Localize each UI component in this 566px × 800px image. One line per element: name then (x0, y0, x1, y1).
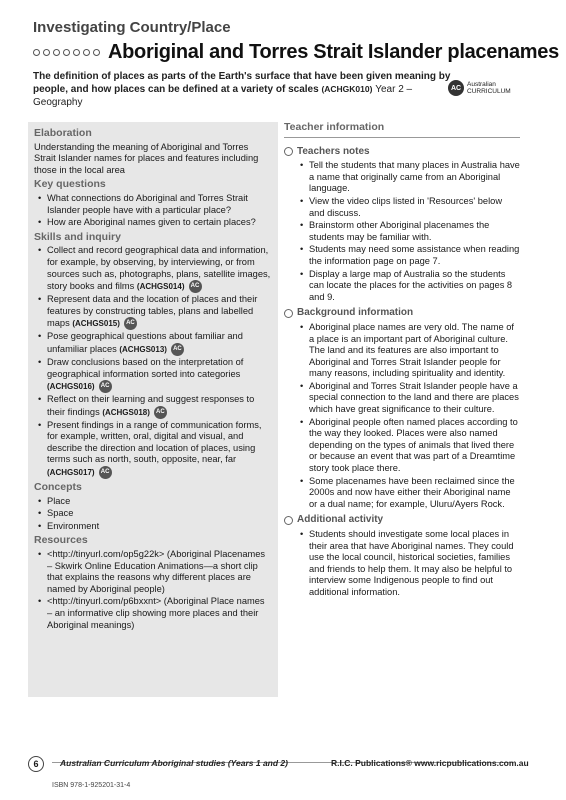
skill-code: (ACHGS017) (47, 468, 95, 478)
resource-link-item[interactable]: • <http://tinyurl.com/op5g22k> (Aboriginal Placenames – Skwirk Online Education Animations—a short clip that explains the reasons why different places are named by Aboriginal people) (34, 549, 272, 595)
list-item: • Aboriginal place names are very old. The name of a place is an important part of Aboriginal culture. The land and its features are also important to Aboriginal and Torres Strait Islander people for many reasons, including spirituality and identity. (296, 322, 520, 380)
section-label: Investigating Country/Place (33, 19, 231, 36)
concepts-heading: Concepts (34, 481, 82, 494)
resources-list (34, 549, 272, 631)
elaboration-heading: Elaboration (34, 127, 92, 139)
list-item: • Place (34, 496, 272, 508)
list-item: • Tell the students that many places in Australia have a name that originally came from an Aboriginal language. (296, 160, 520, 195)
australian-curriculum-logo (448, 80, 511, 96)
list-item: • Draw conclusions based on the interpretation of geographical information sorted into categories (ACHGS016) AC (34, 357, 272, 393)
list-item: • What connections do Aboriginal and Torres Strait Islander people have with a particular place? (34, 193, 272, 216)
page-number: 6 (28, 756, 44, 772)
additional-activity-list (296, 529, 520, 599)
list-item: • Space (34, 508, 272, 520)
skills-list (34, 245, 272, 479)
circle-icon (284, 147, 293, 156)
skill-code: (ACHGS013) (119, 344, 167, 354)
skill-code: (ACHGS014) (136, 282, 185, 292)
list-item: • Present findings in a range of communication forms, for example, written, oral, digital and visual, and describe the direction and location of places, using terms such as north, south, opposite, near, far (ACHGS017) AC (34, 420, 272, 479)
list-item: • Collect and record geographical data and information, for example, by observing, by interviewing, or from sources such as, photographs, plans, satellite images, story books and films (ACHGS014) AC (34, 245, 272, 293)
resources-heading: Resources (34, 534, 88, 547)
teacher-info-heading: Teacher information (284, 122, 520, 138)
ac-icon: AC (124, 317, 137, 330)
skill-code: (ACHGS018) (102, 407, 150, 417)
left-panel (28, 122, 278, 697)
elaboration-text: Understanding the meaning of Aboriginal and Torres Strait Islander names for places and features including those in the local area (34, 141, 259, 175)
decorative-dots (33, 49, 100, 56)
ac-icon: AC (171, 343, 184, 356)
additional-activity-heading: Additional activity (284, 514, 520, 526)
footer-title: Australian Curriculum Aboriginal studies (Years 1 and 2) (60, 758, 288, 768)
circle-icon (284, 309, 293, 318)
intro-year: Year 2 – Geography (33, 84, 413, 108)
background-heading: Background information (284, 307, 520, 319)
skill-code: (ACHGS015) (72, 319, 120, 329)
list-item: • How are Aboriginal names given to certain places? (34, 217, 272, 229)
ac-icon: AC (99, 380, 112, 393)
list-item: • View the video clips listed in 'Resources' below and discuss. (296, 196, 520, 219)
list-item: • Represent data and the location of places and their features by constructing tables, plans and labelled maps (ACHGS015) AC (34, 294, 272, 330)
list-item: • Display a large map of Australia so the students can locate the places for the activities on pages 8 and 9. (296, 269, 520, 304)
skill-code: (ACHGS016) (47, 382, 95, 392)
isbn: ISBN 978-1-925201-31-4 (52, 782, 131, 789)
list-item: • Reflect on their learning and suggest responses to their findings (ACHGS018) AC (34, 394, 272, 419)
background-list (296, 322, 520, 511)
right-panel (284, 122, 520, 600)
resource-link-item[interactable]: • <http://tinyurl.com/p6bxxnt> (Aboriginal Place names – an informative clip showing more places and their Aboriginal meanings) (34, 596, 272, 631)
logo-text-2: CURRICULUM (467, 88, 511, 95)
title-row (33, 40, 559, 64)
intro-code: (ACHGK010) (321, 84, 373, 94)
teachers-notes-list (296, 160, 520, 303)
concepts-list (34, 496, 272, 533)
key-questions-heading: Key questions (34, 178, 106, 191)
ac-icon: AC (189, 280, 202, 293)
page-title: Aboriginal and Torres Strait Islander placenames (108, 40, 559, 63)
ac-icon: AC (99, 466, 112, 479)
ac-icon: AC (154, 406, 167, 419)
logo-text-1: Australian (467, 81, 496, 88)
list-item: • Some placenames have been reclaimed since the 2000s and now have either their Aboriginal name or a dual name; for example, Uluru/Ayers Rock. (296, 476, 520, 511)
skills-heading: Skills and inquiry (34, 230, 121, 243)
list-item: • Pose geographical questions about familiar and unfamiliar places (ACHGS013) AC (34, 331, 272, 356)
list-item: • Students may need some assistance when reading the information page on page 7. (296, 244, 520, 267)
key-questions-list (34, 193, 272, 229)
list-item: • Aboriginal and Torres Strait Islander people have a special connection to the land and there are places which have great significance to their culture. (296, 381, 520, 416)
list-item: • Students should investigate some local places in their area that have Aboriginal names. They could use the local council, historical societies, families and friends to help them. It may also be helpful to interview some Indigenous people to find out additional information. (296, 529, 520, 599)
intro-definition: The definition of places as parts of the Earth's surface that have been given meaning by people, and how places can be defined at a variety of scales (33, 71, 451, 95)
list-item: • Brainstorm other Aboriginal placenames the students may be familiar with. (296, 220, 520, 243)
footer-publisher: R.I.C. Publications® www.ricpublications.com.au (331, 758, 529, 768)
list-item: • Environment (34, 521, 272, 533)
intro-text (33, 70, 453, 109)
list-item: • Aboriginal people often named places according to the way they looked. Places were also named depending on the types of animals that lived there or because an event that was part of a Dreamtime story took place there. (296, 417, 520, 475)
teachers-notes-heading: Teachers notes (284, 146, 520, 158)
ac-logo-icon: AC (448, 80, 464, 96)
circle-icon (284, 516, 293, 525)
